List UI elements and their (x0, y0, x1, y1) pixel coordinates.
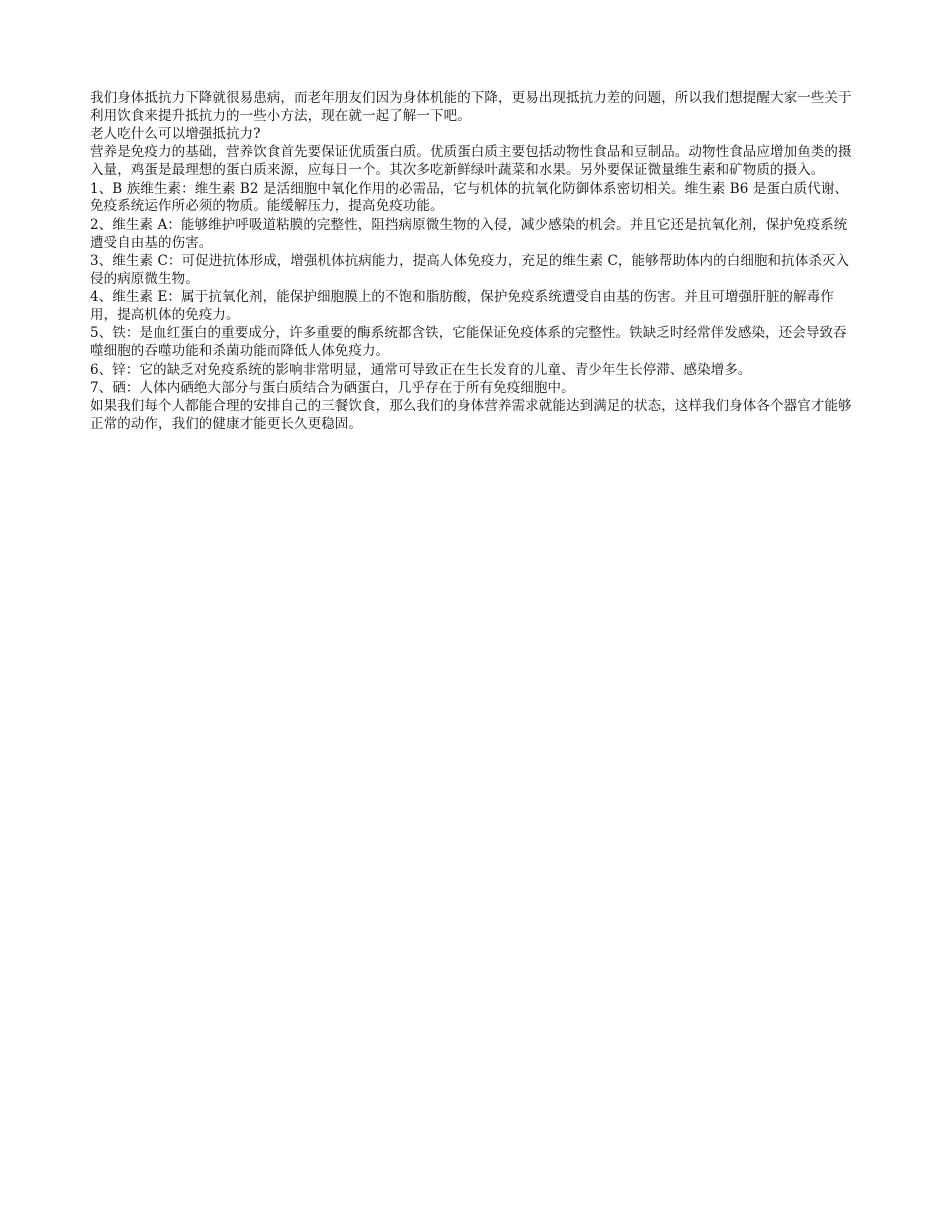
section-heading: 老人吃什么可以增强抵抗力? (90, 126, 261, 143)
intro-paragraph: 我们身体抵抗力下降就很易患病，而老年朋友们因为身体机能的下降，更易出现抵抗力差的问题，所以我们想提醒大家一些关于利用饮食来提升抵抗力的一些小方法，现在就一起了解一下吧。 (90, 90, 852, 124)
list-item-b-vitamins: 1、B 族维生素：维生素 B2 是活细胞中氧化作用的必需品，它与机体的抗氧化防御体系密切相关。维生素 B6 是蛋白质代谢、免疫系统运作所必须的物质。能缓解压力，提高免疫功能。 (90, 180, 849, 215)
list-item-vitamin-a: 2、维生素 A：能够维护呼吸道粘膜的完整性，阻挡病原微生物的入侵，减少感染的机会。并且它还是抗氧化剂，保护免疫系统遭受自由基的伤害。 (90, 216, 848, 251)
overview-paragraph: 营养是免疫力的基础，营养饮食首先要保证优质蛋白质。优质蛋白质主要包括动物性食品和豆制品。动物性食品应增加鱼类的摄入量，鸡蛋是最理想的蛋白质来源，应每日一个。其次多吃新鲜绿叶蔬菜和水果。另外要保证微量维生素和矿物质的摄入。 (90, 144, 852, 179)
list-item-selenium: 7、硒：人体内硒绝大部分与蛋白质结合为硒蛋白，几乎存在于所有免疫细胞中。 (90, 380, 575, 396)
list-item-zinc: 6、锌：它的缺乏对免疫系统的影响非常明显，通常可导致正在生长发育的儿童、青少年生长停滞、感染增多。 (90, 361, 752, 378)
list-item-vitamin-e: 4、维生素 E：属于抗氧化剂，能保护细胞膜上的不饱和脂肪酸，保护免疫系统遭受自由基的伤害。并且可增强肝脏的解毒作用，提高机体的免疫力。 (90, 289, 834, 324)
document-body (90, 90, 860, 435)
conclusion-paragraph: 如果我们每个人都能合理的安排自己的三餐饮食，那么我们的身体营养需求就能达到满足的状态，这样我们身体各个器官才能够正常的动作，我们的健康才能更长久更稳固。 (90, 398, 852, 433)
list-item-vitamin-c: 3、维生素 C：可促进抗体形成，增强机体抗病能力，提高人体免疫力，充足的维生素 C，能够帮助体内的白细胞和抗体杀灭入侵的病原微生物。 (90, 253, 850, 287)
list-item-iron: 5、铁：是血红蛋白的重要成分，许多重要的酶系统都含铁，它能保证免疫体系的完整性。铁缺乏时经常伴发感染，还会导致吞噬细胞的吞噬功能和杀菌功能而降低人体免疫力。 (90, 325, 847, 360)
